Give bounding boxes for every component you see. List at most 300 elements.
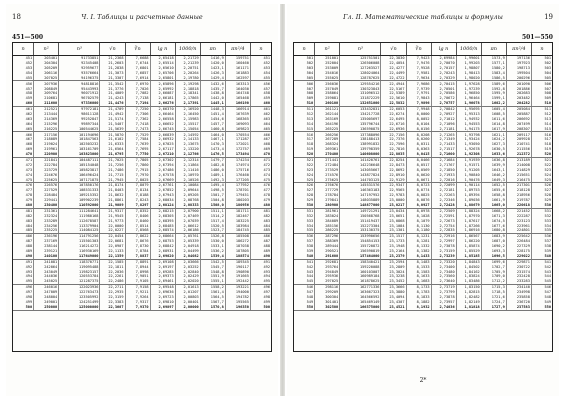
table-cell: 2,73719 (431, 285, 456, 290)
table-cell: 1,96078 (456, 101, 481, 106)
table-cell: 458 (263, 91, 270, 96)
table-cell: 22,8692 (381, 168, 406, 173)
table-cell: 7,8998 (125, 269, 150, 274)
table-cell: 253009 (315, 66, 340, 71)
table-cell: 2,69984 (431, 56, 456, 61)
table-cell: 22,0227 (100, 228, 125, 233)
table-cell: 2,71265 (431, 132, 456, 137)
table-row (294, 305, 552, 310)
table-cell: 2,73560 (431, 274, 456, 279)
table-cell: 119823157 (59, 269, 100, 274)
table-cell: 23,1517 (381, 234, 406, 239)
table-cell: 2,73320 (431, 259, 456, 264)
table-cell: 2,73480 (431, 269, 456, 274)
table-cell: 538 (294, 244, 315, 249)
table-cell: 1511,1 (200, 208, 225, 213)
table-cell: 528 (544, 193, 551, 198)
table-cell: 1536,2 (200, 249, 225, 254)
table-cell: 1482,8 (200, 163, 225, 168)
table-cell: 171287 (225, 137, 250, 142)
column-header: n² (315, 43, 340, 56)
table-cell: 103823000 (59, 152, 100, 157)
table-cell: 464 (13, 122, 34, 127)
table-cell: 21,8174 (100, 183, 125, 188)
table-cell: 178701 (225, 188, 250, 193)
table-cell: 1674,5 (481, 219, 506, 224)
table-cell: 194782 (225, 295, 250, 300)
table-cell: 160460 (225, 61, 250, 66)
table-cell: 2,72181 (431, 188, 456, 193)
table-cell: 230400 (34, 203, 59, 208)
table-cell: 1548,8 (200, 269, 225, 274)
table-cell: 274576 (315, 172, 340, 177)
table-cell: 542 (294, 265, 315, 270)
table-cell: 125000000 (59, 305, 100, 310)
table-cell: 7,6801 (125, 66, 150, 71)
table-cell: 2,70757 (431, 101, 456, 106)
table-cell: 2,09644 (175, 188, 200, 193)
table-cell: 7,7750 (125, 152, 150, 157)
table-cell: 8,1733 (406, 285, 431, 290)
table-cell: 221841 (34, 157, 59, 162)
table-cell: 291600 (315, 254, 340, 259)
table-cell: 200296 (506, 76, 531, 81)
column-header: n³ (59, 43, 100, 56)
table-cell: 457 (13, 86, 34, 91)
table-cell: 505 (294, 76, 315, 81)
table-cell: 2,06612 (175, 223, 200, 228)
table-cell: 524 (294, 172, 315, 177)
table-cell: 116930169 (59, 249, 100, 254)
table-cell: 214369 (34, 117, 59, 122)
table-cell: 1573,9 (481, 56, 506, 61)
table-cell: 7,9158 (125, 285, 150, 290)
table-cell: 494 (263, 274, 270, 279)
table-cell: 2,66558 (150, 117, 175, 122)
table-cell: 223729 (34, 168, 59, 173)
table-cell: 8,0876 (406, 198, 431, 203)
table-cell: 210681 (34, 96, 59, 101)
table-cell: 131096512 (340, 91, 381, 96)
table-cell: 491 (13, 259, 34, 264)
table-cell: 276676 (315, 183, 340, 188)
table-cell: 298116 (315, 285, 340, 290)
table-cell: 520 (294, 152, 315, 157)
table-cell: 479 (13, 198, 34, 203)
table-cell: 1,97239 (456, 86, 481, 91)
table-cell: 8,0208 (406, 132, 431, 137)
table-cell: 1454,6 (200, 117, 225, 122)
table-cell: 1570,8 (200, 305, 225, 310)
table-cell: 7,8891 (125, 259, 150, 264)
table-cell: 1,90114 (456, 183, 481, 188)
table-cell: 2,66745 (150, 126, 175, 131)
table-cell: 7,9051 (125, 274, 150, 279)
table-cell: 2,72754 (431, 223, 456, 228)
table-cell: 22,1133 (100, 249, 125, 254)
table-cell: 2,68485 (150, 223, 175, 228)
table-cell: 535 (531, 228, 552, 233)
running-title: Ч. I. Таблицы и расчетные данные (81, 13, 203, 21)
table-cell: 488 (13, 244, 34, 249)
table-cell: 2,01613 (175, 285, 200, 290)
table-cell: 214008 (506, 163, 531, 168)
table-cell: 1,91205 (456, 168, 481, 173)
table-cell: 462 (263, 111, 270, 116)
table-cell: 1,98020 (456, 76, 481, 81)
table-cell: 92345408 (59, 61, 100, 66)
table-cell: 2,68842 (150, 244, 175, 249)
table-cell: 2,67025 (150, 142, 175, 147)
table-cell: 2,65610 (150, 66, 175, 71)
table-cell: 121287375 (59, 279, 100, 284)
table-cell: 8,0825 (406, 193, 431, 198)
table-cell: 7,7860 (125, 163, 150, 168)
column-header: √n (100, 43, 125, 56)
table-cell: 8,1180 (406, 228, 431, 233)
table-cell: 1,87266 (456, 223, 481, 228)
table-cell: 1595,9 (481, 91, 506, 96)
table-cell: 537 (544, 239, 551, 244)
table-cell: 1621,1 (481, 132, 506, 137)
table-cell: 7,7194 (125, 101, 150, 106)
table-cell: 105823817 (59, 168, 100, 173)
table-cell: 2,11864 (175, 163, 200, 168)
table-cell: 2,66181 (150, 96, 175, 101)
table-cell: 22,3830 (381, 56, 406, 61)
table-cell: 517 (294, 137, 315, 142)
table-cell: 284089 (315, 219, 340, 224)
table-cell: 526 (294, 183, 315, 188)
table-cell: 1649,3 (481, 177, 506, 182)
table-cell: 153130375 (340, 228, 381, 233)
table-cell: 264196 (315, 122, 340, 127)
table-cell: 7,8568 (125, 228, 150, 233)
column-header: ∛n (406, 43, 431, 56)
table-cell: 2,72428 (431, 203, 456, 208)
table-cell: 104487111 (59, 157, 100, 162)
table-cell: 21,3073 (100, 71, 125, 76)
table-cell: 241081 (34, 259, 59, 264)
table-cell: 1558,2 (200, 285, 225, 290)
table-cell: 7,7138 (125, 96, 150, 101)
table-cell: 236196 (34, 234, 59, 239)
table-cell: 520 (531, 152, 552, 157)
table-cell: 167639 (225, 112, 250, 117)
table-cell: 201886 (506, 86, 531, 91)
table-cell: 218956 (506, 193, 531, 198)
table-cell: 8,0723 (406, 183, 431, 188)
table-cell: 164030 (225, 86, 250, 91)
table-cell: 522 (544, 162, 551, 167)
table-cell: 7,7970 (125, 172, 150, 177)
table-cell: 189345 (225, 259, 250, 264)
table-cell: 504 (294, 71, 315, 76)
table-cell: 166190 (225, 101, 250, 106)
table-cell: 293764 (315, 265, 340, 270)
table-cell: 7,8837 (125, 254, 150, 259)
table-cell: 488 (263, 244, 270, 249)
table-cell: 23,0217 (381, 203, 406, 208)
table-cell: 509 (544, 96, 551, 101)
table-cell: 546 (544, 285, 551, 290)
table-cell: 22,1811 (100, 265, 125, 270)
table-cell: 277729 (315, 188, 340, 193)
table-cell: 2,15983 (175, 117, 200, 122)
table-cell: 175716 (225, 168, 250, 173)
table-cell: 521 (294, 157, 315, 162)
table-cell: 125751501 (340, 56, 381, 61)
table-cell: 509 (294, 96, 315, 101)
table-cell: 2,74036 (431, 305, 456, 310)
table-cell: 23,3452 (381, 279, 406, 284)
table-cell: 1,87970 (456, 214, 481, 219)
table-cell: 285156 (315, 223, 340, 228)
table-cell: 22,5167 (381, 86, 406, 91)
table-cell: 2,70243 (431, 71, 456, 76)
table-cell: 1520,5 (200, 223, 225, 228)
table-cell: 110592000 (59, 203, 100, 208)
table-cell: 8,1882 (406, 300, 431, 305)
table-cell: 473 (263, 167, 270, 172)
table-cell: 302500 (315, 305, 340, 310)
table-cell: 2,71850 (431, 168, 456, 173)
table-cell: 286225 (315, 228, 340, 233)
column-header: πn²/4 (225, 43, 250, 56)
table-cell: 22,4722 (381, 76, 406, 81)
table-cell: 1661,9 (481, 198, 506, 203)
table-cell: 23,1948 (381, 244, 406, 249)
table-cell: 21,8861 (100, 198, 125, 203)
table-cell: 161878625 (340, 279, 381, 284)
table-cell: 2,09205 (175, 193, 200, 198)
table-cell: 2,65801 (150, 76, 175, 81)
table-cell: 7,8730 (125, 244, 150, 249)
table-cell: 1,93798 (456, 132, 481, 137)
table-cell: 513 (544, 116, 551, 121)
table-cell: 269361 (315, 147, 340, 152)
table-cell: 168365 (225, 117, 250, 122)
table-cell: 126506008 (340, 61, 381, 66)
table-cell: 219787 (506, 198, 531, 203)
table-cell: 8,1028 (406, 214, 431, 219)
table-cell: 7,8944 (125, 265, 150, 270)
table-cell: 501 (544, 56, 551, 61)
table-cell: 507 (294, 86, 315, 91)
table-cell: 2,68931 (150, 249, 175, 254)
table-cell: 498 (13, 295, 34, 300)
table-cell: 465 (250, 126, 271, 131)
table-cell: 8,1332 (406, 244, 431, 249)
table-cell: 21,7256 (100, 163, 125, 168)
table-cell: 511 (544, 107, 551, 112)
table-cell: 2,71096 (431, 122, 456, 127)
table-cell: 1633,6 (481, 152, 506, 157)
table-cell: 144703125 (340, 177, 381, 182)
table-cell: 2,12766 (175, 152, 200, 157)
table-cell: 527 (294, 188, 315, 193)
table-cell: 114084125 (59, 228, 100, 233)
table-cell: 1602,2 (481, 101, 506, 106)
table-cell: 1533,1 (200, 244, 225, 249)
table-cell: 1432,6 (200, 81, 225, 86)
column-header: n (250, 43, 271, 56)
table-cell: 301401 (315, 300, 340, 305)
table-cell: 22,6716 (381, 122, 406, 127)
table-cell: 1,96850 (456, 91, 481, 96)
table-cell: 8,1633 (406, 274, 431, 279)
table-cell: 1508,0 (200, 203, 225, 208)
column-header: πn (481, 43, 506, 56)
table-cell: 513 (294, 117, 315, 122)
book-gutter (280, 4, 285, 396)
table-cell: 21,2603 (100, 61, 125, 66)
table-cell: 226484 (506, 239, 531, 244)
table-cell: 210741 (506, 142, 531, 147)
table-cell: 511 (294, 106, 315, 111)
table-cell: 500 (250, 305, 271, 310)
table-cell: 2,70501 (431, 86, 456, 91)
table-cell: 1668,2 (481, 208, 506, 213)
table-cell: 174974 (225, 163, 250, 168)
table-cell: 533 (544, 218, 551, 223)
table-cell: 246016 (34, 285, 59, 290)
table-cell: 1498,5 (200, 188, 225, 193)
table-cell: 472 (13, 163, 34, 168)
table-cell: 23,3666 (381, 285, 406, 290)
table-cell: 1,98807 (456, 66, 481, 71)
table-cell: 1655,6 (481, 188, 506, 193)
table-cell: 23,2379 (381, 254, 406, 259)
table-cell: 95443993 (59, 86, 100, 91)
table-cell: 206116 (34, 71, 59, 76)
table-cell: 1420,0 (200, 61, 225, 66)
table-cell: 516 (294, 132, 315, 137)
table-cell: 2,71600 (431, 152, 456, 157)
table-cell: 510 (531, 101, 552, 106)
table-cell: 300304 (315, 295, 340, 300)
table-cell: 8,1382 (406, 249, 431, 254)
table-cell: 497 (263, 290, 270, 295)
table-cell: 21,5407 (100, 122, 125, 127)
table-cell: 224676 (34, 172, 59, 177)
table-cell: 454 (13, 71, 34, 76)
table-cell: 456 (263, 81, 270, 86)
table-cell: 2,71767 (431, 163, 456, 168)
table-cell: 7,9211 (125, 290, 150, 295)
table-cell: 22,9565 (381, 188, 406, 193)
table-header-row (294, 43, 552, 56)
table-cell: 212372 (506, 152, 531, 157)
table-cell: 2,05339 (175, 239, 200, 244)
table-cell: 217156 (34, 132, 59, 137)
table-cell: 451 (263, 56, 270, 61)
table-cell: 22,2711 (100, 285, 125, 290)
table-cell: 500 (13, 305, 34, 310)
table-cell: 7,9317 (125, 300, 150, 305)
table-cell: 8,0363 (406, 147, 431, 152)
table-cell: 22,7596 (381, 142, 406, 147)
table-cell: 1423,1 (200, 66, 225, 71)
table-cell: 191665 (225, 274, 250, 279)
table-cell: 2,67761 (150, 183, 175, 188)
page-number: 19 (544, 13, 553, 21)
table-cell: 510 (294, 101, 315, 106)
table-cell: 115501303 (59, 239, 100, 244)
table-cell: 2,04499 (175, 249, 200, 254)
table-cell: 525 (294, 177, 315, 182)
table-cell: 212521 (34, 106, 59, 111)
table-cell: 7,6970 (125, 81, 150, 86)
table-cell: 128787625 (340, 76, 381, 81)
table-cell: 1,94175 (456, 126, 481, 131)
table-cell: 8,1783 (406, 290, 431, 295)
table-cell: 498 (263, 295, 270, 300)
table-cell: 2,68034 (150, 198, 175, 203)
table-cell: 239121 (34, 249, 59, 254)
table-cell: 22,6495 (381, 117, 406, 122)
table-cell: 1514,2 (200, 214, 225, 219)
table-cell: 1580,2 (481, 66, 506, 71)
table-cell: 22,2486 (100, 279, 125, 284)
table-cell: 174234 (225, 157, 250, 162)
table-cell: 22,4054 (381, 61, 406, 66)
table-cell: 23,0868 (381, 219, 406, 224)
table-cell: 299209 (315, 290, 340, 295)
table-cell: 96702579 (59, 96, 100, 101)
table-cell: 233289 (34, 219, 59, 224)
table-cell: 1617,9 (481, 126, 506, 131)
table-cell: 535 (294, 228, 315, 233)
table-cell: 187038 (225, 244, 250, 249)
table-cell: 1,98413 (456, 71, 481, 76)
table-cell: 222784 (34, 163, 59, 168)
table-cell: 192442 (225, 279, 250, 284)
table-cell: 1555,1 (200, 279, 225, 284)
table-cell: 21,6795 (100, 152, 125, 157)
table-cell: 288369 (315, 239, 340, 244)
table-header-row (13, 43, 271, 56)
table-range: 501—550 (521, 34, 553, 41)
table-cell: 1,84502 (456, 265, 481, 270)
table-cell: 8,0000 (406, 112, 431, 117)
table-cell: 163667323 (340, 290, 381, 295)
table-cell: 2,02429 (175, 274, 200, 279)
table-cell: 8,1583 (406, 269, 431, 274)
table-cell: 205887 (506, 112, 531, 117)
table-cell: 2,65514 (150, 61, 175, 66)
table-cell: 197136 (506, 56, 531, 61)
table-cell: 2,01207 (175, 290, 200, 295)
table-cell: 7,6688 (125, 56, 150, 61)
table-cell: 534 (294, 223, 315, 228)
table-cell: 7,8460 (125, 219, 150, 224)
table-cell: 1,81818 (456, 305, 481, 310)
table-cell: 1,83824 (456, 274, 481, 279)
table-cell: 190890 (225, 269, 250, 274)
table-cell: 184745 (225, 228, 250, 233)
table-cell: 540 (531, 254, 552, 259)
table-cell: 8,0104 (406, 122, 431, 127)
table-cell: 22,8473 (381, 163, 406, 168)
table-cell: 452 (263, 61, 270, 66)
table-row (13, 305, 271, 310)
table-cell: 215296 (34, 122, 59, 127)
table-cell: 502 (294, 61, 315, 66)
table-cell: 92959677 (59, 66, 100, 71)
table-cell: 512 (544, 111, 551, 116)
table-cell: 94196375 (59, 76, 100, 81)
